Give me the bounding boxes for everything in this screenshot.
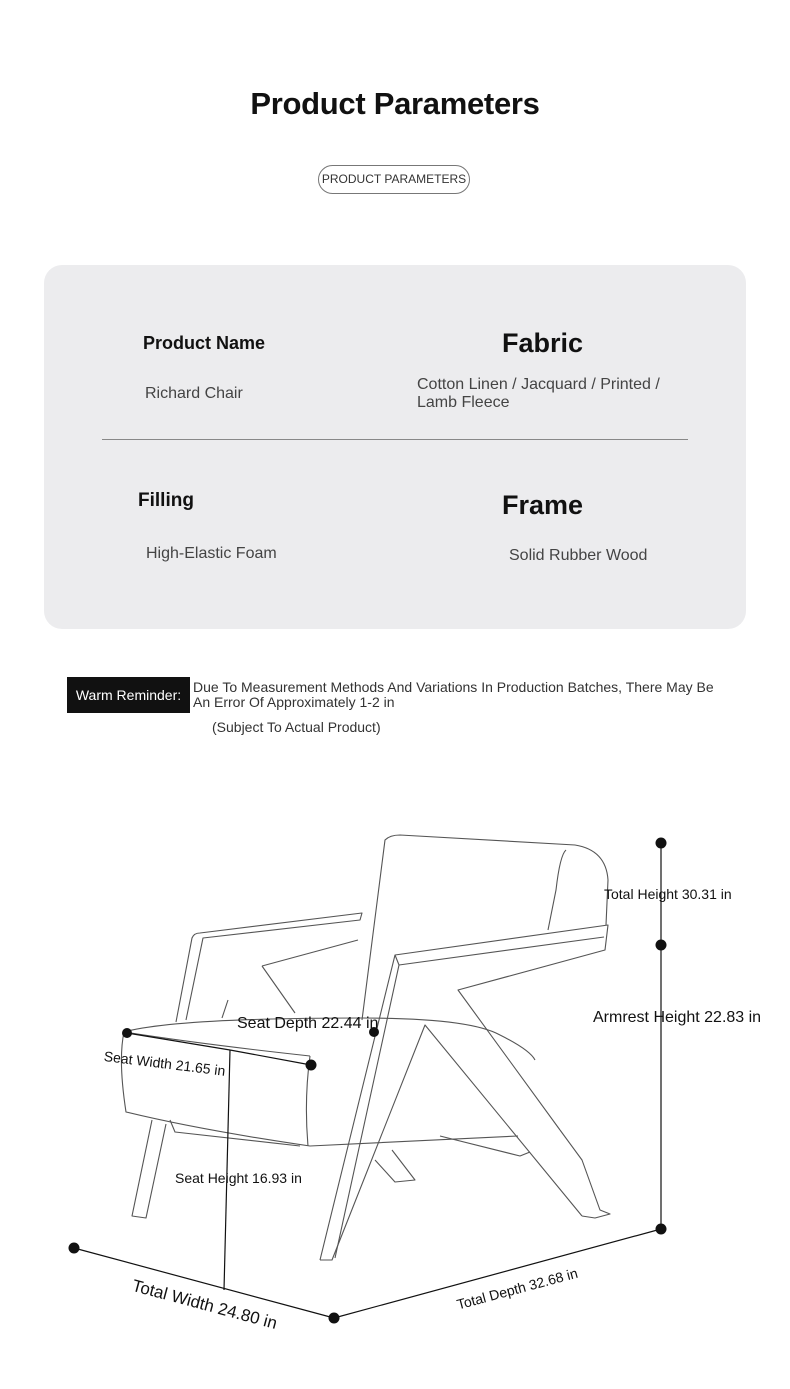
dim-point-seat-front bbox=[306, 1060, 317, 1071]
chair-outline bbox=[121, 835, 610, 1260]
seat-width-label: Seat Width 21.65 in bbox=[103, 1048, 227, 1079]
fabric-value-line2: Lamb Fleece bbox=[417, 394, 510, 411]
dim-point-top bbox=[656, 838, 667, 849]
dim-point-armrest bbox=[656, 940, 667, 951]
warm-reminder-tag: Warm Reminder: bbox=[67, 677, 190, 713]
seat-height-label: Seat Height 16.93 in bbox=[175, 1170, 302, 1186]
product-name-value: Richard Chair bbox=[145, 385, 243, 402]
warm-reminder-sub: (Subject To Actual Product) bbox=[212, 719, 381, 735]
dim-point-floor-right bbox=[656, 1224, 667, 1235]
section-pill: PRODUCT PARAMETERS bbox=[318, 165, 470, 194]
page-title: Product Parameters bbox=[250, 86, 540, 121]
total-width-label: Total Width 24.80 in bbox=[130, 1276, 280, 1333]
dimension-points bbox=[69, 838, 667, 1324]
dim-point-seat-left bbox=[122, 1028, 132, 1038]
total-height-label: Total Height 30.31 in bbox=[604, 886, 732, 902]
dim-point-floor-front bbox=[329, 1313, 340, 1324]
armrest-height-label: Armrest Height 22.83 in bbox=[593, 1009, 762, 1026]
fabric-value-line1: Cotton Linen / Jacquard / Printed / bbox=[417, 376, 660, 393]
fabric-label: Fabric bbox=[502, 328, 584, 358]
total-depth-label: Total Depth 32.68 in bbox=[455, 1264, 580, 1313]
seat-depth-label: Seat Depth 22.44 in bbox=[237, 1015, 379, 1032]
dimension-lines bbox=[74, 843, 661, 1318]
frame-label: Frame bbox=[502, 490, 584, 520]
product-name-label: Product Name bbox=[143, 333, 266, 353]
dim-point-floor-left bbox=[69, 1243, 80, 1254]
warm-reminder-line1: Due To Measurement Methods And Variations In Production Batches, There May Be bbox=[193, 679, 714, 695]
filling-label: Filling bbox=[138, 490, 194, 511]
warm-reminder-line2: An Error Of Approximately 1-2 in bbox=[193, 694, 395, 710]
frame-value: Solid Rubber Wood bbox=[509, 547, 648, 564]
filling-value: High-Elastic Foam bbox=[146, 545, 277, 562]
